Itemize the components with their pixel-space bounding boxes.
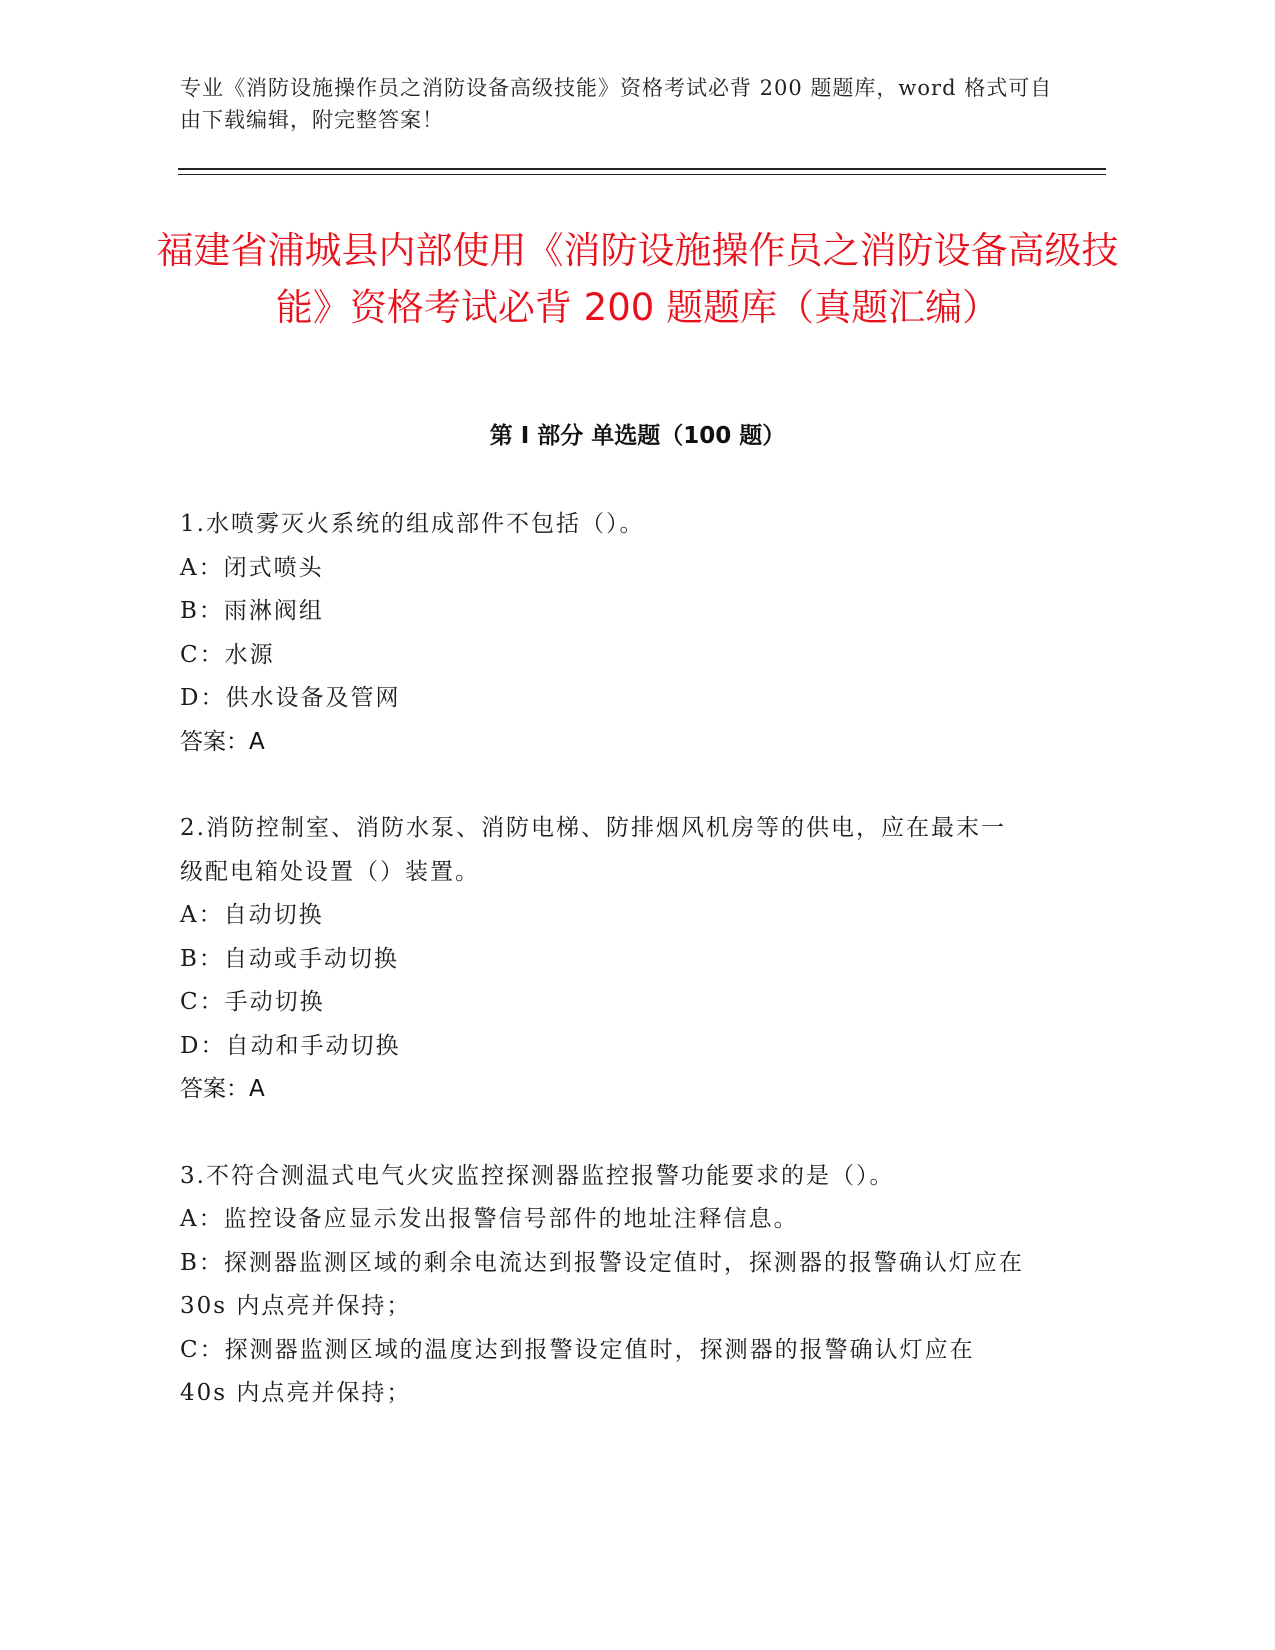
option-b: B：探测器监测区域的剩余电流达到报警设定值时，探测器的报警确认灯应在 30s 内点亮并保持； [180, 1249, 1024, 1319]
question-item [180, 1155, 1030, 1416]
header-divider-thin [178, 174, 1106, 175]
question-item [180, 807, 1030, 1112]
document-title: 福建省浦城县内部使用《消防设施操作员之消防设备高级技能》资格考试必背 200 题题库（真题汇编） [156, 229, 1119, 329]
header-divider-thick [178, 168, 1106, 170]
option-c: C：手动切换 [180, 989, 325, 1015]
option-d: D：自动和手动切换 [180, 1032, 401, 1059]
option-c: C：探测器监测区域的温度达到报警设定值时，探测器的报警确认灯应在 40s 内点亮并保持； [180, 1336, 975, 1406]
option-d: D：供水设备及管网 [180, 685, 401, 711]
question-text: 3.不符合测温式电气火灾监控探测器监控报警功能要求的是（）。 [180, 1162, 895, 1189]
question-list [180, 503, 1030, 1459]
option-a: A：自动切换 [180, 902, 324, 928]
section-title: 第 I 部分 单选题（100 题） [489, 423, 786, 449]
option-a: A：闭式喷头 [180, 554, 324, 581]
option-b: B：雨淋阀组 [180, 598, 324, 624]
question-item [180, 503, 1030, 764]
option-a: A：监控设备应显示发出报警信号部件的地址注释信息。 [180, 1206, 799, 1232]
question-text: 2.消防控制室、消防水泵、消防电梯、防排烟风机房等的供电，应在最末一级配电箱处设置（）装置。 [180, 815, 1006, 885]
option-b: B：自动或手动切换 [180, 945, 399, 972]
question-text: 1.水喷雾灭火系统的组成部件不包括（）。 [180, 511, 645, 537]
answer-text: 答案：A [180, 728, 265, 755]
option-c: C：水源 [180, 641, 275, 668]
header-note: 专业《消防设施操作员之消防设备高级技能》资格考试必背 200 题题库，word 格式可自由下载编辑，附完整答案！ [180, 76, 1053, 132]
answer-text: 答案：A [180, 1076, 265, 1102]
